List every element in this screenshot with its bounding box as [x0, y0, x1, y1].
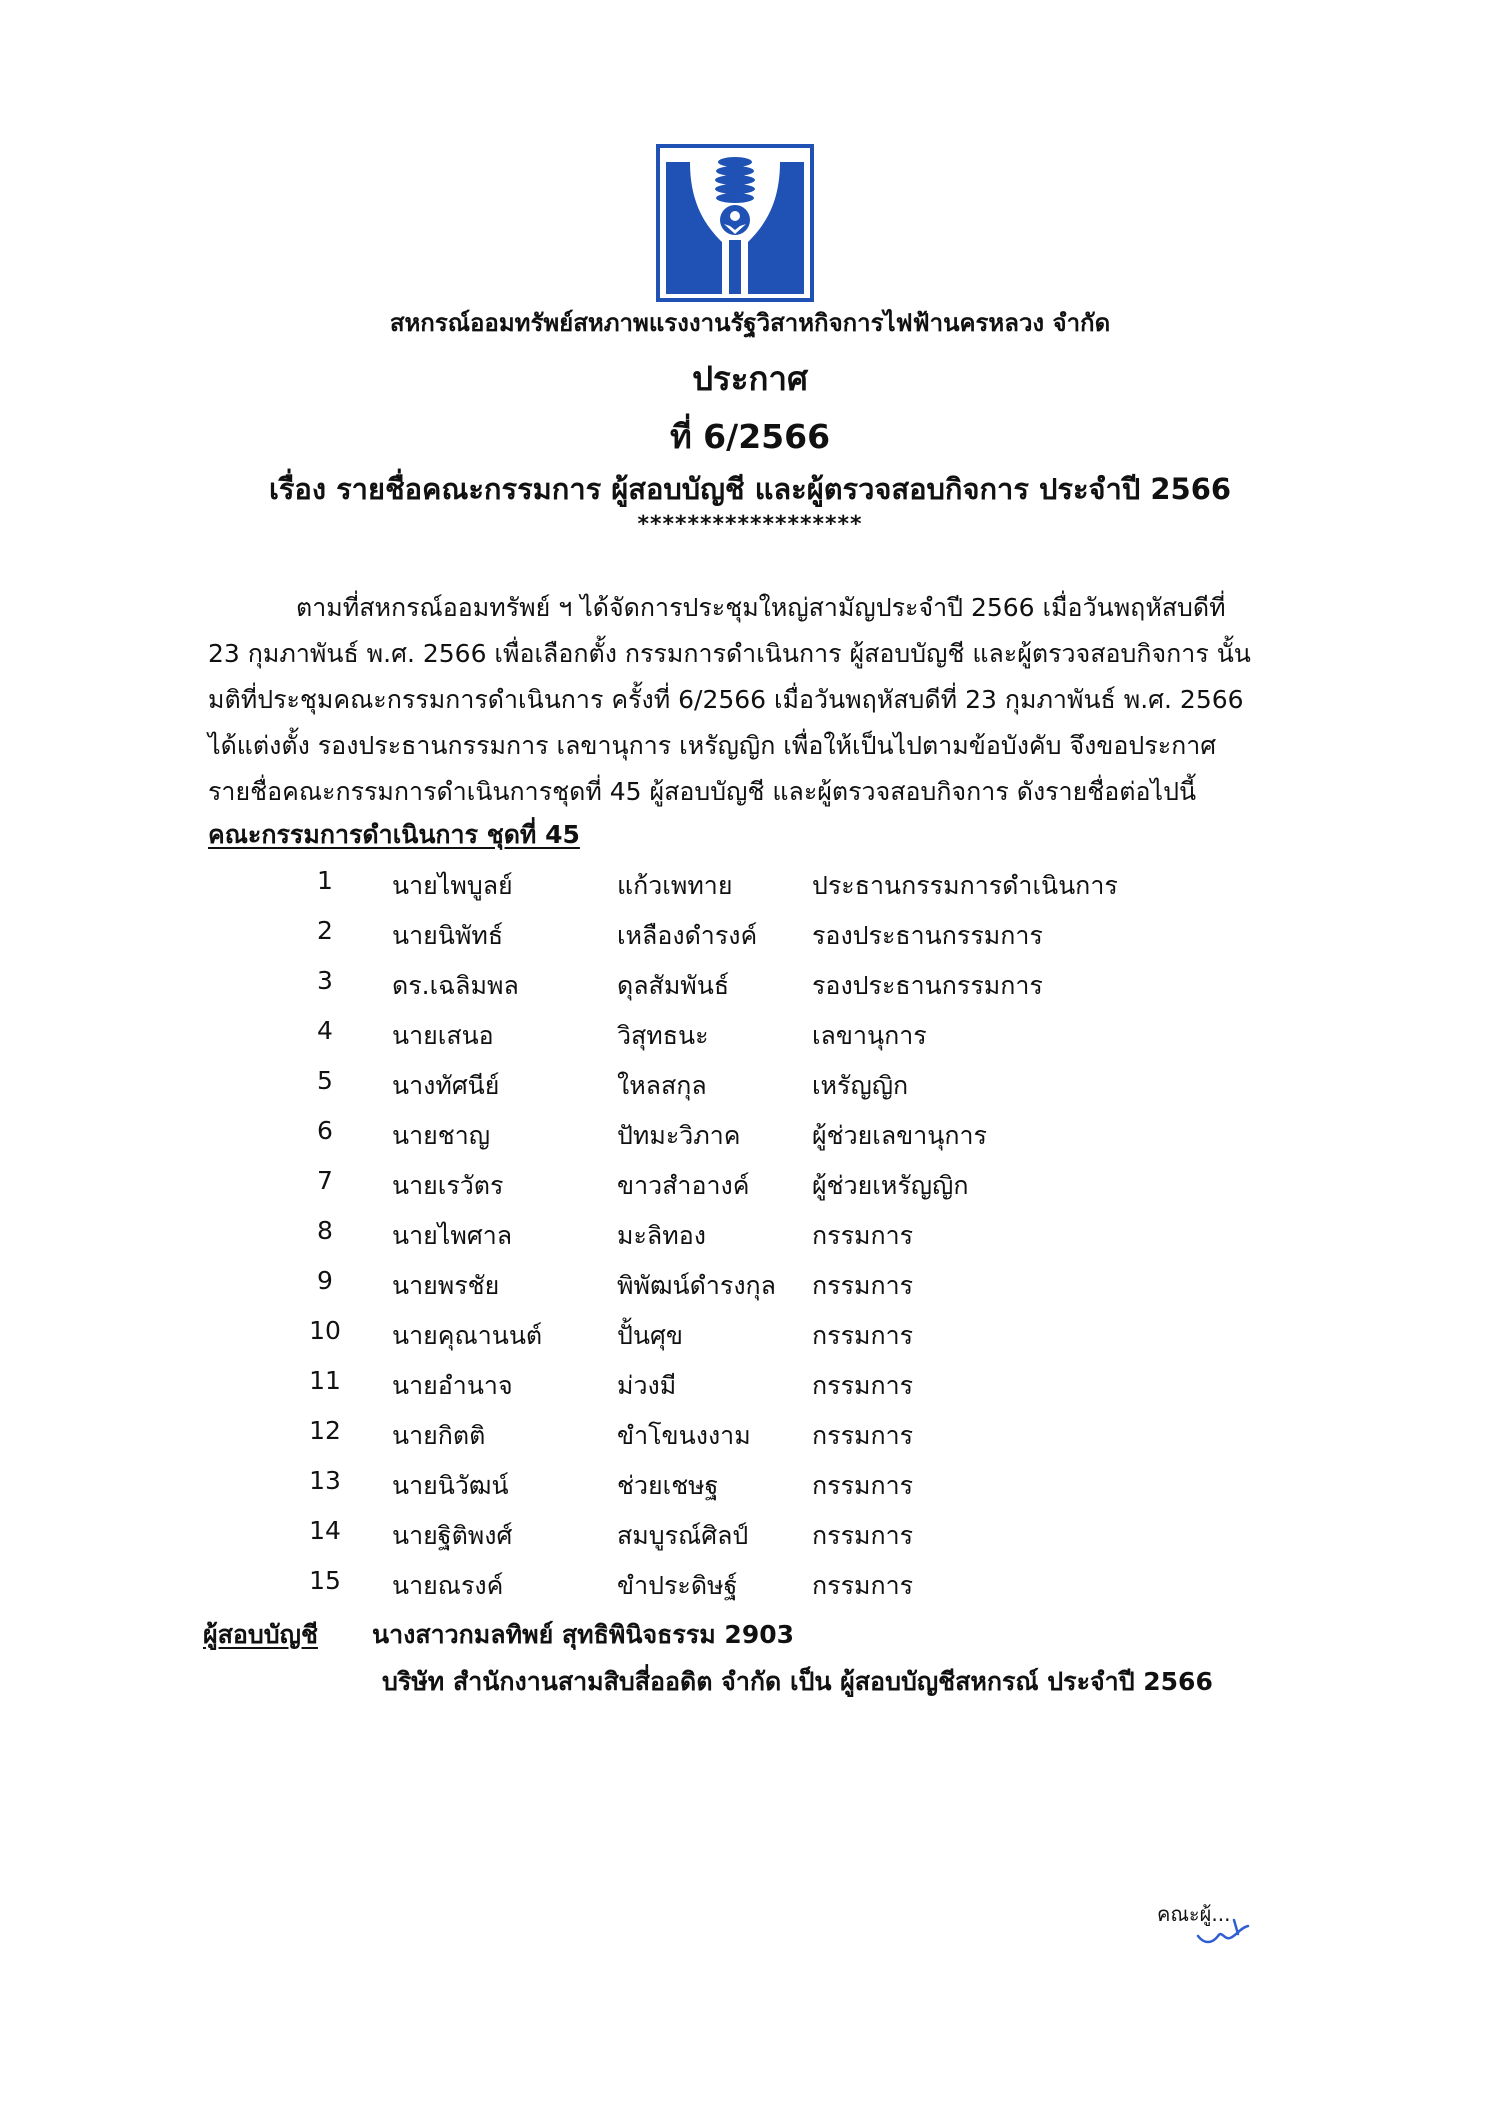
- member-first-name: นายอำนาจ: [392, 1371, 513, 1400]
- member-position: รองประธานกรรมการ: [812, 971, 1043, 1000]
- member-row: [0, 866, 1500, 910]
- body-line-4: ได้แต่งตั้ง รองประธานกรรมการ เลขานุการ เหรัญญิก เพื่อให้เป็นไปตามข้อบังคับ จึงขอประกาศ: [208, 731, 1217, 760]
- member-position: กรรมการ: [812, 1521, 914, 1550]
- member-first-name: นายฐิติพงศ์: [392, 1521, 513, 1550]
- auditor-name: นางสาวกมลทิพย์ สุทธิพินิจธรรม 2903: [372, 1620, 795, 1649]
- member-row: [0, 1016, 1500, 1060]
- body-line-3: มติที่ประชุมคณะกรรมการดำเนินการ ครั้งที่ 6/2566 เมื่อวันพฤหัสบดีที่ 23 กุมภาพันธ์ พ.ศ. 2566: [208, 685, 1244, 714]
- member-first-name: นายไพศาล: [392, 1221, 513, 1250]
- member-number: 3: [317, 966, 333, 995]
- continuation-text: คณะผู้...: [1157, 1902, 1231, 1926]
- member-number: 15: [309, 1566, 341, 1595]
- member-number: 6: [317, 1116, 333, 1145]
- member-row: [0, 1516, 1500, 1560]
- member-number: 11: [309, 1366, 341, 1395]
- member-position: กรรมการ: [812, 1421, 914, 1450]
- auditor-firm: บริษัท สำนักงานสามสิบสี่ออดิต จำกัด เป็น ผู้สอบบัญชีสหกรณ์ ประจำปี 2566: [382, 1667, 1213, 1696]
- body-line-5: รายชื่อคณะกรรมการดำเนินการชุดที่ 45 ผู้สอบบัญชี และผู้ตรวจสอบกิจการ ดังรายชื่อต่อไปนี้: [208, 777, 1197, 806]
- member-last-name: ใหลสกุล: [617, 1071, 707, 1100]
- member-row: [0, 1466, 1500, 1510]
- member-number: 12: [309, 1416, 341, 1445]
- member-last-name: พิพัฒน์ดำรงกุล: [617, 1271, 776, 1300]
- member-row: [0, 1416, 1500, 1460]
- member-position: กรรมการ: [812, 1321, 914, 1350]
- member-row: [0, 1566, 1500, 1610]
- member-first-name: นายคุณานนต์: [392, 1321, 543, 1350]
- announcement-subject: เรื่อง รายชื่อคณะกรรมการ ผู้สอบบัญชี และผู้ตรวจสอบกิจการ ประจำปี 2566: [268, 472, 1232, 506]
- member-number: 10: [309, 1316, 341, 1345]
- member-first-name: นายนิพัทธ์: [392, 921, 504, 950]
- member-position: กรรมการ: [812, 1371, 914, 1400]
- member-position: รองประธานกรรมการ: [812, 921, 1043, 950]
- member-row: [0, 1066, 1500, 1110]
- member-last-name: ช่วยเชษฐ: [617, 1471, 719, 1500]
- member-position: กรรมการ: [812, 1221, 914, 1250]
- member-number: 13: [309, 1466, 341, 1495]
- committee-heading: คณะกรรมการดำเนินการ ชุดที่ 45: [208, 820, 580, 849]
- member-last-name: ปัทมะวิภาค: [617, 1121, 741, 1150]
- member-number: 7: [317, 1166, 333, 1195]
- member-last-name: ขำประดิษฐ์: [617, 1571, 738, 1600]
- body-line-1: ตามที่สหกรณ์ออมทรัพย์ ฯ ได้จัดการประชุมใหญ่สามัญประจำปี 2566 เมื่อวันพฤหัสบดีที่: [296, 593, 1226, 622]
- member-row: [0, 1316, 1500, 1360]
- body-line-2: 23 กุมภาพันธ์ พ.ศ. 2566 เพื่อเลือกตั้ง กรรมการดำเนินการ ผู้สอบบัญชี และผู้ตรวจสอบกิจการ นั้น: [208, 639, 1251, 668]
- announcement-title: ประกาศ: [692, 359, 808, 398]
- member-position: ผู้ช่วยเลขานุการ: [812, 1121, 987, 1150]
- member-row: [0, 916, 1500, 960]
- member-position: ประธานกรรมการดำเนินการ: [812, 871, 1118, 900]
- member-row: [0, 1216, 1500, 1260]
- member-first-name: นายณรงค์: [392, 1571, 504, 1600]
- member-number: 8: [317, 1216, 333, 1245]
- separator-stars: ******************: [637, 512, 863, 537]
- member-position: กรรมการ: [812, 1571, 914, 1600]
- member-row: [0, 966, 1500, 1010]
- member-number: 5: [317, 1066, 333, 1095]
- member-number: 9: [317, 1266, 333, 1295]
- signature-icon: [1194, 1910, 1254, 1950]
- member-first-name: นายชาญ: [392, 1121, 491, 1150]
- member-last-name: เหลืองดำรงค์: [617, 921, 758, 950]
- member-number: 1: [317, 866, 333, 895]
- announcement-number: ที่ 6/2566: [669, 417, 831, 456]
- member-last-name: ขาวสำอางค์: [617, 1171, 750, 1200]
- member-row: [0, 1366, 1500, 1410]
- member-last-name: มะลิทอง: [617, 1221, 706, 1250]
- member-first-name: นายเรวัตร: [392, 1171, 504, 1200]
- member-first-name: นายกิตติ: [392, 1421, 486, 1450]
- member-position: ผู้ช่วยเหรัญญิก: [812, 1171, 969, 1200]
- member-row: [0, 1266, 1500, 1310]
- member-position: เหรัญญิก: [812, 1071, 909, 1100]
- cooperative-logo-icon: [656, 144, 814, 302]
- member-first-name: นายไพบูลย์: [392, 871, 513, 900]
- member-last-name: ม่วงมี: [617, 1371, 677, 1400]
- member-position: กรรมการ: [812, 1471, 914, 1500]
- member-number: 14: [309, 1516, 341, 1545]
- member-first-name: นายนิวัฒน์: [392, 1471, 509, 1500]
- member-number: 2: [317, 916, 333, 945]
- member-last-name: แก้วเพทาย: [617, 871, 733, 900]
- member-position: กรรมการ: [812, 1271, 914, 1300]
- member-last-name: วิสุทธนะ: [617, 1021, 709, 1050]
- member-first-name: นายเสนอ: [392, 1021, 494, 1050]
- member-row: [0, 1166, 1500, 1210]
- member-number: 4: [317, 1016, 333, 1045]
- member-first-name: นางทัศนีย์: [392, 1071, 500, 1100]
- member-row: [0, 1116, 1500, 1160]
- member-first-name: ดร.เฉลิมพล: [392, 971, 519, 1000]
- member-last-name: ดุลสัมพันธ์: [617, 971, 730, 1000]
- member-last-name: ปั้นศุข: [617, 1321, 683, 1350]
- organization-name: สหกรณ์ออมทรัพย์สหภาพแรงงานรัฐวิสาหกิจการไฟฟ้านครหลวง จำกัด: [389, 309, 1111, 337]
- member-last-name: ขำโขนงงาม: [617, 1421, 751, 1450]
- member-position: เลขานุการ: [812, 1021, 927, 1050]
- auditor-label: ผู้สอบบัญชี: [203, 1620, 318, 1649]
- member-last-name: สมบูรณ์ศิลป์: [617, 1521, 749, 1550]
- member-first-name: นายพรชัย: [392, 1271, 500, 1300]
